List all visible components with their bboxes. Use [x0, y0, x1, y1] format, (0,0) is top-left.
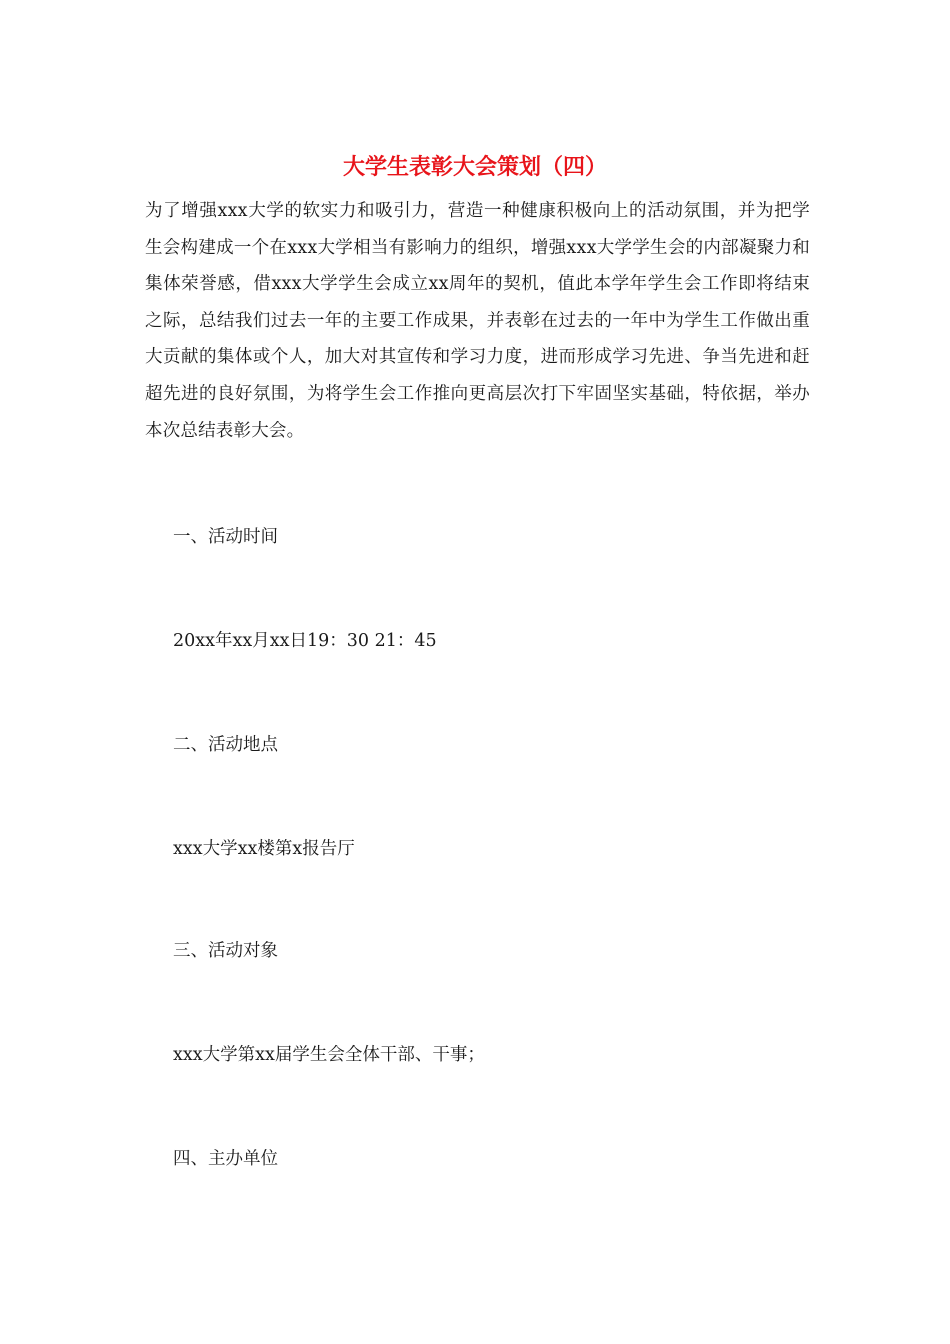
- section-heading-organizer: 四、主办单位: [173, 1149, 278, 1169]
- document-title: 大学生表彰大会策划（四）: [342, 154, 607, 180]
- intro-paragraph: 为了增强xxx大学的软实力和吸引力，营造一种健康积极向上的活动氛围，并为把学生会构建成一个在xxx大学相当有影响力的组织，增强xxx大学学生会的内部凝聚力和集体荣誉感，借xxx大学学生会成立xx周年的契机，值此本学年学生会工作即将结束之际，总结我们过去一年的主要工作成果，并表彰在过去的一年中为学生工作做出重大贡献的集体或个人，加大对其宣传和学习力度，进而形成学习先进、争当先进和赶超先进的良好氛围，为将学生会工作推向更高层次打下牢固坚实基础，特依据，举办本次总结表彰大会。: [145, 201, 810, 441]
- section-heading-time: 一、活动时间: [173, 527, 278, 547]
- section-heading-location: 二、活动地点: [173, 735, 278, 755]
- section-content-audience: xxx大学第xx届学生会全体干部、干事；: [173, 1045, 485, 1065]
- section-content-time: 20xx年xx月xx日19：30 21：45: [173, 631, 437, 651]
- section-content-location: xxx大学xx楼第x报告厅: [173, 839, 355, 859]
- section-heading-audience: 三、活动对象: [173, 941, 278, 961]
